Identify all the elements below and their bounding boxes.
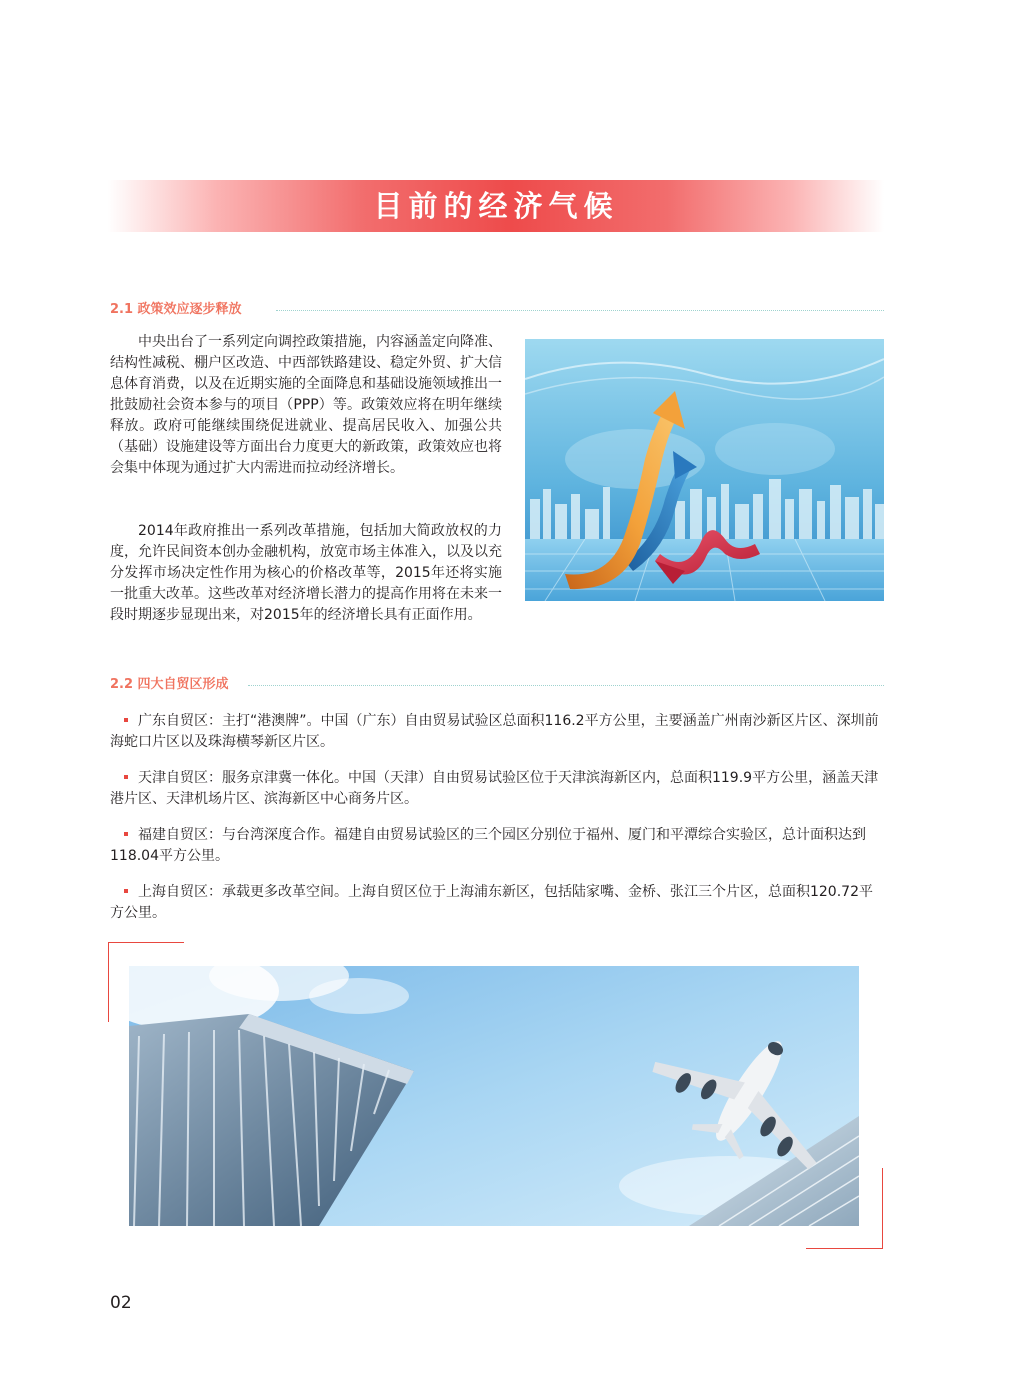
list-item-tianjin: 天津自贸区：服务京津冀一体化。中国（天津）自由贸易试验区位于天津滨海新区内，总面积119.9平方公里，涵盖天津港片区、天津机场片区、滨海新区中心商务片区。: [110, 770, 879, 807]
bullet-icon: [124, 718, 128, 722]
corner-bracket-bottom-right-h: [806, 1248, 883, 1249]
bullet-icon: [124, 889, 128, 893]
title-banner: [108, 180, 884, 232]
list-item-guangdong: 广东自贸区：主打“港澳牌”。中国（广东）自由贸易试验区总面积116.2平方公里，主要涵盖广州南沙新区片区、深圳前海蛇口片区以及珠海横琴新区片区。: [110, 713, 879, 750]
dotted-rule: [248, 685, 884, 686]
paragraph-reform: 2014年政府推出一系列改革措施，包括加大简政放权的力度，允许民间资本创办金融机构，放宽市场主体准入，以及以充分发挥市场决定性作用为核心的价格改革等，2015年还将实施一批重大改革。这些改革对经济增长潜力的提高作用将在未来一段时期逐步显现出来，对2015年的经济增长具有正面作用。: [110, 523, 502, 623]
dotted-rule: [276, 310, 884, 311]
section-title: 2.2 四大自贸区形成: [110, 677, 229, 692]
list-item-fujian: 福建自贸区：与台湾深度合作。福建自由贸易试验区的三个园区分别位于福州、厦门和平潭综合实验区，总计面积达到118.04平方公里。: [110, 827, 866, 864]
skyscraper-airplane-photo: [129, 966, 859, 1226]
corner-bracket-top-left-v: [108, 942, 109, 1022]
section-title: 2.1 政策效应逐步释放: [110, 302, 242, 317]
bullet-icon: [124, 832, 128, 836]
section-heading-2-2: [110, 675, 884, 695]
paragraph-policy: 中央出台了一系列定向调控政策措施，内容涵盖定向降准、结构性减税、棚户区改造、中西部铁路建设、稳定外贸、扩大信息体育消费，以及在近期实施的全面降息和基础设施领域推出一批鼓励社会资本参与的项目（PPP）等。政策效应将在明年继续释放。政府可能继续围绕促进就业、提高居民收入、加强公共（基础）设施建设等方面出台力度更大的新政策，政策效应也将会集中体现为通过扩大内需进而拉动经济增长。: [110, 334, 502, 476]
page-title: 目前的经济气候: [373, 189, 619, 223]
corner-bracket-bottom-right-v: [882, 1168, 883, 1249]
section-heading-2-1: [110, 300, 884, 320]
economic-growth-image: [525, 339, 884, 601]
page-number: 02: [110, 1293, 132, 1313]
bullet-icon: [124, 775, 128, 779]
list-item-shanghai: 上海自贸区：承载更多改革空间。上海自贸区位于上海浦东新区，包括陆家嘴、金桥、张江三个片区，总面积120.72平方公里。: [110, 884, 873, 921]
corner-bracket-top-left-h: [108, 942, 184, 943]
